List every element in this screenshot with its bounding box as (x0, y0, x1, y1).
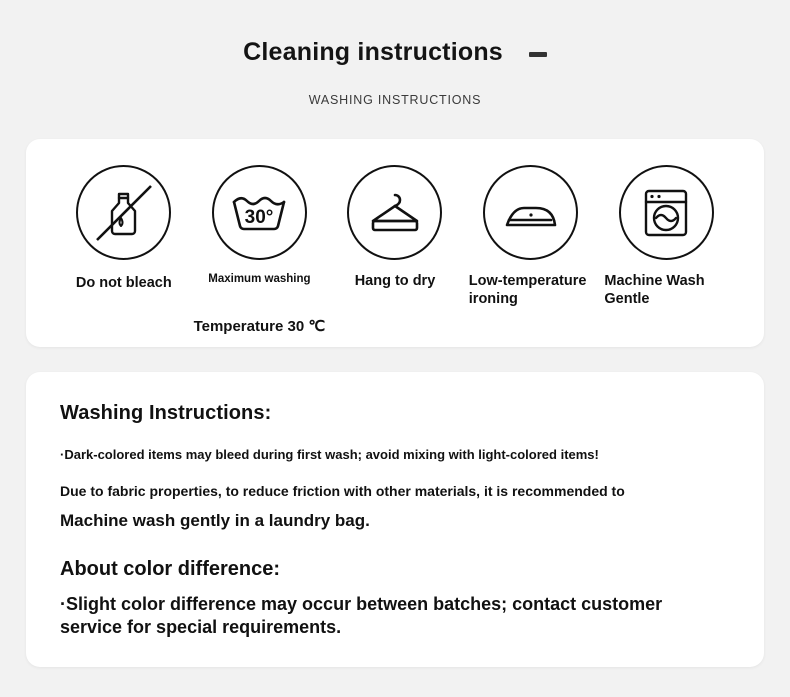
instruction-line-3: Machine wash gently in a laundry bag. (60, 511, 370, 530)
care-symbol-do-not-bleach (56, 165, 192, 308)
title-row (0, 38, 790, 67)
page-title: Cleaning instructions (243, 38, 503, 66)
care-symbols-grid (26, 139, 764, 335)
page-header (0, 0, 790, 107)
care-symbol-low-temp-iron (463, 165, 599, 308)
washing-instructions-heading: Washing Instructions: (60, 402, 272, 424)
care-symbol-machine-wash-gentle (598, 165, 734, 308)
color-difference-note: ·Slight color difference may occur between batches; contact customer service for special requirements. (60, 594, 663, 638)
color-difference-heading: About color difference: (60, 558, 281, 580)
wash-temperature-value: 30° (245, 206, 274, 228)
care-symbol-label: Machine Wash Gentle (604, 273, 705, 308)
no-bleach-icon (76, 165, 171, 260)
page-subtitle: WASHING INSTRUCTIONS (308, 93, 482, 107)
care-symbols-card (26, 139, 764, 347)
low-temperature-iron-icon (483, 165, 578, 260)
minus-icon[interactable] (529, 52, 547, 57)
machine-wash-gentle-icon (619, 165, 714, 260)
care-symbol-label: Do not bleach (75, 275, 172, 291)
care-symbol-sublabel: Temperature 30 ℃ (193, 318, 326, 335)
care-symbol-label: Low-temperature ironing (468, 273, 587, 308)
care-symbol-label: Hang to dry (354, 273, 436, 289)
wash-tub-30-icon (212, 165, 307, 260)
care-symbol-hang-to-dry (327, 165, 463, 308)
instruction-line-1: ·Dark-colored items may bleed during first wash; avoid mixing with light-colored items! (60, 447, 599, 462)
washing-instructions-card (26, 372, 764, 667)
care-symbol-label: Maximum washing (208, 273, 311, 285)
hang-to-dry-icon (347, 165, 442, 260)
care-symbol-max-wash-temp (192, 165, 328, 335)
instruction-line-2: Due to fabric properties, to reduce friction with other materials, it is recommended to (60, 483, 625, 499)
